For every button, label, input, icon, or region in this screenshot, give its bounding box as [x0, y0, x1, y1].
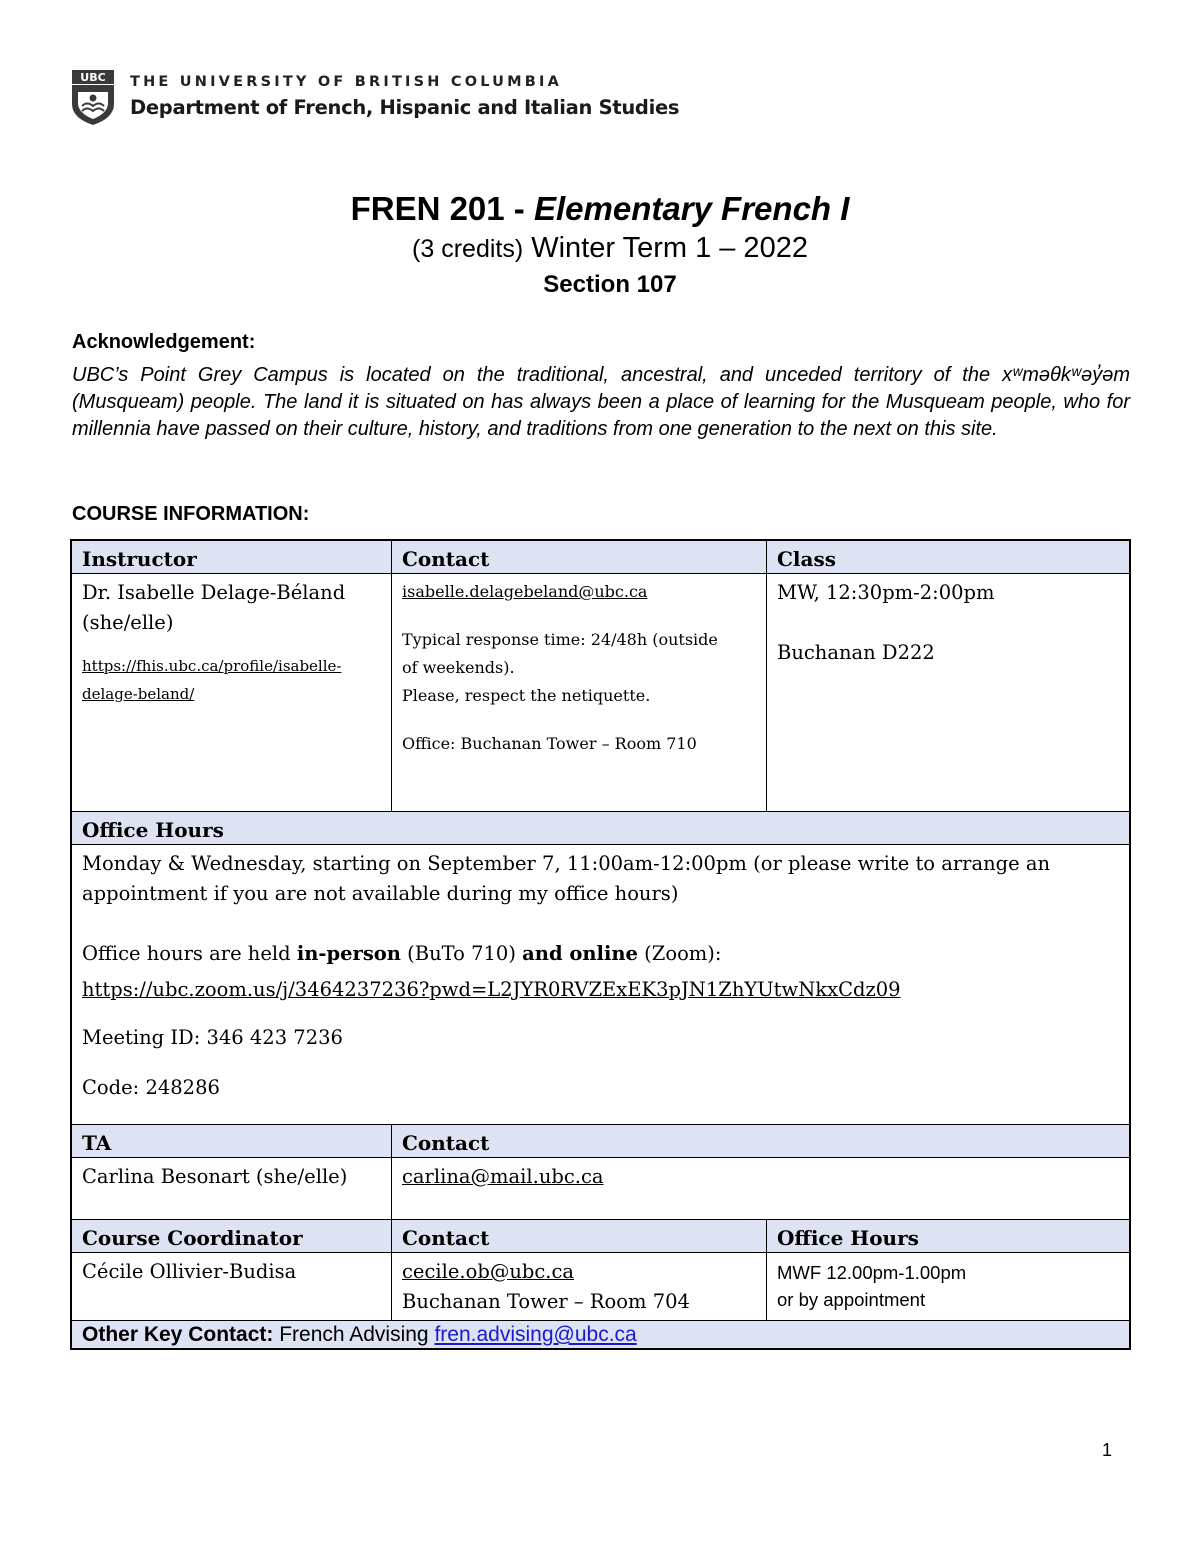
coordinator-row [72, 1252, 1129, 1320]
instructor-cell [72, 574, 391, 811]
mode-suffix: (Zoom): [637, 942, 722, 965]
class-time: MW, 12:30pm-2:00pm [777, 581, 995, 604]
office-hours-header-row [72, 811, 1129, 844]
coordinator-hours-1: MWF 12.00pm-1.00pm [777, 1262, 967, 1283]
meeting-id: Meeting ID: 346 423 7236 [82, 1026, 343, 1049]
other-contact-text: French Advising [273, 1323, 435, 1346]
profile-link-line-1: https://fhis.ubc.ca/profile/isabelle- [82, 657, 342, 675]
office-hours-line-1: Monday & Wednesday, starting on September 7, 11:00am-12:00pm (or please write to arrange an [82, 852, 1051, 875]
advising-email-link[interactable]: fren.advising@ubc.ca [434, 1323, 637, 1346]
ta-row [72, 1157, 1129, 1219]
ta-contact-cell [391, 1158, 1129, 1219]
office-hours-cell [72, 845, 1129, 1124]
ta-name [72, 1158, 391, 1219]
instructor-profile-link[interactable] [82, 652, 381, 708]
office-hours-line-2: appointment if you are not available during my office hours) [82, 882, 679, 905]
instructor-contact-cell [391, 574, 766, 811]
svg-text:UBC: UBC [80, 71, 106, 84]
class-room: Buchanan D222 [777, 641, 935, 664]
header-instructor: Instructor [82, 547, 197, 571]
university-name: THE UNIVERSITY OF BRITISH COLUMBIA [130, 74, 563, 90]
department-name: Department of French, Hispanic and Italian Studies [130, 96, 680, 119]
response-time-line-2: of weekends). [402, 658, 515, 677]
meeting-code: Code: 248286 [82, 1076, 220, 1099]
course-subtitle [0, 232, 1200, 265]
header-ta-contact: Contact [391, 1125, 1129, 1157]
ta-email-link[interactable]: carlina@mail.ubc.ca [402, 1165, 604, 1188]
header-coordinator-contact: Contact [391, 1220, 766, 1252]
acknowledgement-text: UBC’s Point Grey Campus is located on the traditional, ancestral, and unceded territory of the xʷməθkʷəy̓əm (Musqueam) people. The land it is situated on has always been a place of learning for the Musqueam people, who for millennia have passed on their culture, history, and traditions from one generation to the next on this site. [72, 364, 1130, 440]
course-credits: (3 credits) [412, 235, 524, 263]
mode-in-person: in-person [296, 942, 401, 965]
course-information-table [70, 539, 1131, 1350]
instructor-pronouns: (she/elle) [82, 611, 174, 634]
course-name: Elementary French I [533, 190, 850, 227]
ta-header-row [72, 1124, 1129, 1157]
class-cell [766, 574, 1129, 811]
coordinator-name: Cécile Ollivier-Budisa [82, 1260, 297, 1283]
other-contact-cell [72, 1321, 1129, 1348]
profile-link-line-2: delage-beland/ [82, 685, 195, 703]
zoom-link[interactable]: https://ubc.zoom.us/j/3464237236?pwd=L2JYR0RVZExEK3pJN1ZhYUtwNkxCdz09 [82, 978, 901, 1001]
coordinator-contact-cell [391, 1253, 766, 1320]
header-contact: Contact [391, 541, 766, 573]
instructor-email-link[interactable]: isabelle.delagebeland@ubc.ca [402, 582, 648, 601]
office-hours-row [72, 844, 1129, 1124]
ubc-crest-icon [70, 70, 116, 126]
coordinator-name-cell [72, 1253, 391, 1320]
acknowledgement-label: Acknowledgement: [72, 331, 256, 353]
mode-online: and online [522, 942, 638, 965]
mode-prefix: Office hours are held [82, 942, 297, 965]
other-contact-label: Other Key Contact: [82, 1323, 274, 1346]
page-number: 1 [1101, 1440, 1112, 1460]
table-header-row [72, 541, 1129, 573]
course-code: FREN 201 - [350, 190, 534, 227]
other-contact-row [72, 1320, 1129, 1348]
course-term: Winter Term 1 – 2022 [523, 232, 808, 264]
mode-location: (BuTo 710) [400, 942, 523, 965]
header-class: Class [766, 541, 1129, 573]
instructor-name: Dr. Isabelle Delage-Béland [82, 581, 346, 604]
course-section: Section 107 [543, 271, 677, 298]
coordinator-hours-cell [766, 1253, 1129, 1320]
coordinator-room: Buchanan Tower – Room 704 [402, 1290, 690, 1313]
course-information-heading: COURSE INFORMATION: [72, 503, 310, 525]
office-hours-mode [82, 939, 1119, 969]
coordinator-hours-2: or by appointment [777, 1289, 926, 1310]
header-coordinator: Course Coordinator [82, 1226, 303, 1250]
coordinator-email-link[interactable]: cecile.ob@ubc.ca [402, 1260, 575, 1283]
ta-name-text: Carlina Besonart (she/elle) [82, 1165, 348, 1188]
header-coordinator-hours: Office Hours [766, 1220, 1129, 1252]
netiquette-note: Please, respect the netiquette. [402, 686, 651, 705]
coordinator-header-row [72, 1219, 1129, 1252]
response-time-line-1: Typical response time: 24/48h (outside [402, 630, 718, 649]
course-title [0, 190, 1200, 228]
table-row [72, 573, 1129, 811]
instructor-office: Office: Buchanan Tower – Room 710 [402, 734, 697, 753]
header-ta: TA [82, 1131, 112, 1155]
header-office-hours: Office Hours [82, 818, 224, 842]
